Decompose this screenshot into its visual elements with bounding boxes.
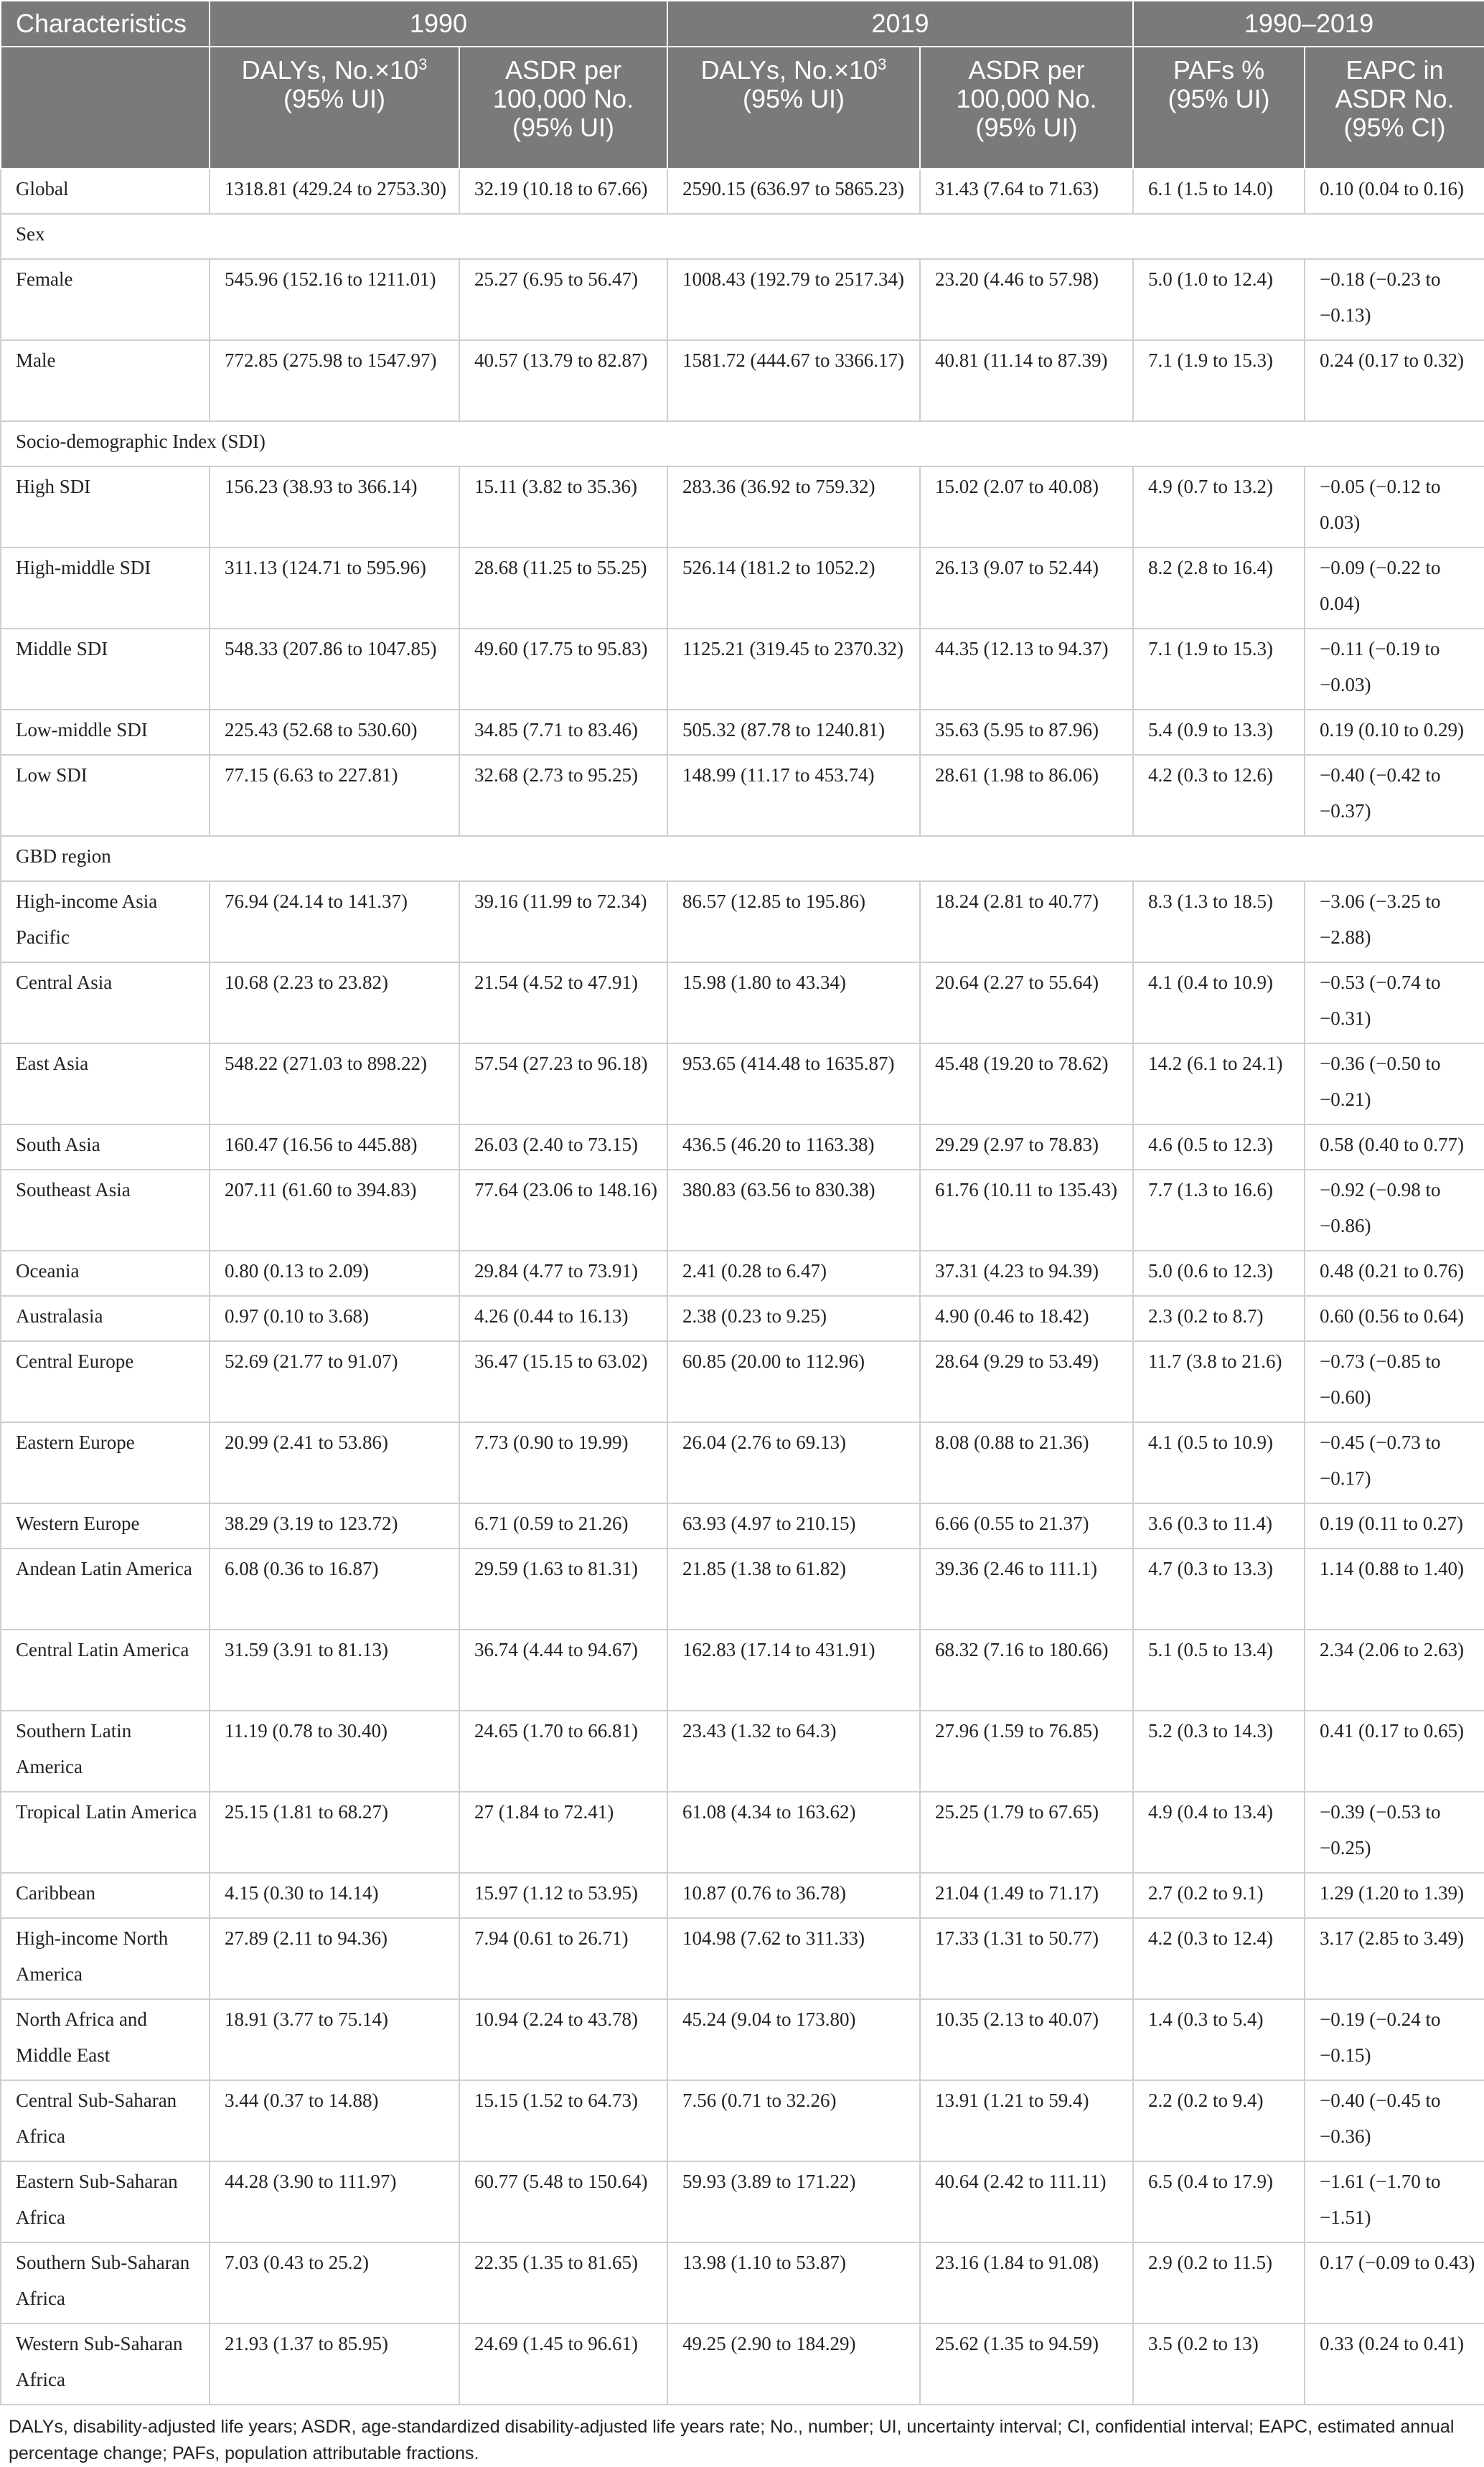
header-dalys-2019 (667, 47, 920, 169)
header-dalys-1990-sup: 3 (418, 55, 428, 73)
cell-dalys-1990: 7.03 (0.43 to 25.2) (210, 2242, 459, 2323)
cell-dalys-2019: 23.43 (1.32 to 64.3) (667, 1711, 920, 1792)
cell-pafs: 4.1 (0.4 to 10.9) (1133, 962, 1305, 1043)
table-section-row (1, 214, 1484, 259)
section-label: GBD region (1, 836, 1484, 881)
cell-eapc: −0.40 (−0.45 to −0.36) (1305, 2080, 1484, 2161)
table-row (1, 466, 1484, 548)
cell-dalys-1990: 0.97 (0.10 to 3.68) (210, 1296, 459, 1341)
cell-pafs: 6.5 (0.4 to 17.9) (1133, 2161, 1305, 2242)
cell-dalys-1990: 6.08 (0.36 to 16.87) (210, 1549, 459, 1630)
cell-eapc: −0.40 (−0.42 to −0.37) (1305, 755, 1484, 836)
cell-dalys-2019: 1008.43 (192.79 to 2517.34) (667, 259, 920, 340)
row-label: Low SDI (1, 755, 210, 836)
cell-dalys-1990: 160.47 (16.56 to 445.88) (210, 1124, 459, 1170)
cell-pafs: 7.7 (1.3 to 16.6) (1133, 1170, 1305, 1251)
header-year-1990: 1990 (210, 1, 667, 47)
table-row (1, 1296, 1484, 1341)
cell-asdr-1990: 24.65 (1.70 to 66.81) (459, 1711, 667, 1792)
cell-dalys-1990: 311.13 (124.71 to 595.96) (210, 548, 459, 629)
row-label: South Asia (1, 1124, 210, 1170)
cell-eapc: −0.53 (−0.74 to −0.31) (1305, 962, 1484, 1043)
cell-asdr-1990: 36.74 (4.44 to 94.67) (459, 1630, 667, 1711)
cell-pafs: 4.9 (0.7 to 13.2) (1133, 466, 1305, 548)
cell-asdr-1990: 49.60 (17.75 to 95.83) (459, 629, 667, 710)
cell-asdr-2019: 8.08 (0.88 to 21.36) (920, 1422, 1133, 1503)
row-label: Middle SDI (1, 629, 210, 710)
cell-asdr-2019: 61.76 (10.11 to 135.43) (920, 1170, 1133, 1251)
header-dalys-2019-sup: 3 (878, 55, 887, 73)
cell-asdr-1990: 15.15 (1.52 to 64.73) (459, 2080, 667, 2161)
cell-dalys-2019: 2.41 (0.28 to 6.47) (667, 1251, 920, 1296)
cell-asdr-1990: 29.84 (4.77 to 73.91) (459, 1251, 667, 1296)
row-label: Central Europe (1, 1341, 210, 1422)
cell-dalys-1990: 548.22 (271.03 to 898.22) (210, 1043, 459, 1124)
cell-dalys-1990: 772.85 (275.98 to 1547.97) (210, 340, 459, 421)
cell-eapc: 0.33 (0.24 to 0.41) (1305, 2323, 1484, 2405)
cell-asdr-1990: 32.68 (2.73 to 95.25) (459, 755, 667, 836)
table-row (1, 962, 1484, 1043)
cell-asdr-2019: 40.64 (2.42 to 111.11) (920, 2161, 1133, 2242)
cell-dalys-2019: 59.93 (3.89 to 171.22) (667, 2161, 920, 2242)
row-label: Andean Latin America (1, 1549, 210, 1630)
row-label: Central Sub-Saharan Africa (1, 2080, 210, 2161)
cell-eapc: 1.14 (0.88 to 1.40) (1305, 1549, 1484, 1630)
cell-dalys-2019: 26.04 (2.76 to 69.13) (667, 1422, 920, 1503)
cell-asdr-1990: 40.57 (13.79 to 82.87) (459, 340, 667, 421)
row-label: Low-middle SDI (1, 710, 210, 755)
cell-pafs: 3.6 (0.3 to 11.4) (1133, 1503, 1305, 1549)
cell-dalys-1990: 156.23 (38.93 to 366.14) (210, 466, 459, 548)
cell-dalys-1990: 38.29 (3.19 to 123.72) (210, 1503, 459, 1549)
cell-eapc: −3.06 (−3.25 to −2.88) (1305, 881, 1484, 962)
cell-asdr-2019: 44.35 (12.13 to 94.37) (920, 629, 1133, 710)
row-label: Australasia (1, 1296, 210, 1341)
row-label: Eastern Europe (1, 1422, 210, 1503)
cell-asdr-1990: 36.47 (15.15 to 63.02) (459, 1341, 667, 1422)
cell-eapc: 0.19 (0.11 to 0.27) (1305, 1503, 1484, 1549)
table-row (1, 1043, 1484, 1124)
cell-dalys-1990: 44.28 (3.90 to 111.97) (210, 2161, 459, 2242)
header-year-2019: 2019 (667, 1, 1133, 47)
cell-eapc: −0.05 (−0.12 to 0.03) (1305, 466, 1484, 548)
cell-eapc: 0.48 (0.21 to 0.76) (1305, 1251, 1484, 1296)
row-label: East Asia (1, 1043, 210, 1124)
row-label: Male (1, 340, 210, 421)
table-footnote: DALYs, disability-adjusted life years; ASDR, age-standardized disability-adjusted life years rate; No., number; UI, uncertainty interval; CI, confidential interval; EAPC, estimated annual percentage change; PAFs, population attributable fractions. (9, 2417, 1455, 2463)
cell-pafs: 5.0 (0.6 to 12.3) (1133, 1251, 1305, 1296)
cell-dalys-1990: 10.68 (2.23 to 23.82) (210, 962, 459, 1043)
row-label: High-income North America (1, 1918, 210, 1999)
cell-dalys-2019: 436.5 (46.20 to 1163.38) (667, 1124, 920, 1170)
cell-pafs: 2.7 (0.2 to 9.1) (1133, 1873, 1305, 1918)
cell-dalys-2019: 86.57 (12.85 to 195.86) (667, 881, 920, 962)
table-row (1, 1792, 1484, 1873)
cell-asdr-2019: 26.13 (9.07 to 52.44) (920, 548, 1133, 629)
cell-dalys-2019: 526.14 (181.2 to 1052.2) (667, 548, 920, 629)
cell-pafs: 4.2 (0.3 to 12.4) (1133, 1918, 1305, 1999)
cell-asdr-1990: 60.77 (5.48 to 150.64) (459, 2161, 667, 2242)
cell-pafs: 14.2 (6.1 to 24.1) (1133, 1043, 1305, 1124)
table-row (1, 259, 1484, 340)
cell-asdr-2019: 25.62 (1.35 to 94.59) (920, 2323, 1133, 2405)
cell-eapc: −0.39 (−0.53 to −0.25) (1305, 1792, 1484, 1873)
cell-asdr-2019: 15.02 (2.07 to 40.08) (920, 466, 1133, 548)
table-row (1, 1503, 1484, 1549)
cell-dalys-1990: 18.91 (3.77 to 75.14) (210, 1999, 459, 2080)
cell-dalys-1990: 3.44 (0.37 to 14.88) (210, 2080, 459, 2161)
table-section-row (1, 836, 1484, 881)
row-label: Global (1, 169, 210, 214)
table-row (1, 1124, 1484, 1170)
table-header (1, 1, 1484, 169)
cell-asdr-1990: 57.54 (27.23 to 96.18) (459, 1043, 667, 1124)
cell-asdr-1990: 6.71 (0.59 to 21.26) (459, 1503, 667, 1549)
cell-asdr-2019: 17.33 (1.31 to 50.77) (920, 1918, 1133, 1999)
cell-eapc: −0.45 (−0.73 to −0.17) (1305, 1422, 1484, 1503)
table-row (1, 1711, 1484, 1792)
header-period: 1990–2019 (1133, 1, 1484, 47)
cell-asdr-2019: 35.63 (5.95 to 87.96) (920, 710, 1133, 755)
cell-dalys-2019: 104.98 (7.62 to 311.33) (667, 1918, 920, 1999)
header-dalys-2019-ui: (95% UI) (742, 84, 845, 113)
cell-pafs: 5.2 (0.3 to 14.3) (1133, 1711, 1305, 1792)
header-asdr-2019: ASDR per 100,000 No. (95% UI) (920, 47, 1133, 169)
cell-pafs: 7.1 (1.9 to 15.3) (1133, 629, 1305, 710)
table-row (1, 881, 1484, 962)
cell-asdr-1990: 7.94 (0.61 to 26.71) (459, 1918, 667, 1999)
cell-asdr-2019: 21.04 (1.49 to 71.17) (920, 1873, 1133, 1918)
cell-eapc: 0.19 (0.10 to 0.29) (1305, 710, 1484, 755)
row-label: High-income Asia Pacific (1, 881, 210, 962)
section-label: Sex (1, 214, 1484, 259)
cell-dalys-2019: 2.38 (0.23 to 9.25) (667, 1296, 920, 1341)
cell-dalys-1990: 545.96 (152.16 to 1211.01) (210, 259, 459, 340)
cell-dalys-1990: 207.11 (61.60 to 394.83) (210, 1170, 459, 1251)
row-label: Southern Latin America (1, 1711, 210, 1792)
header-eapc: EAPC in ASDR No. (95% CI) (1305, 47, 1484, 169)
cell-eapc: −0.11 (−0.19 to −0.03) (1305, 629, 1484, 710)
cell-dalys-2019: 148.99 (11.17 to 453.74) (667, 755, 920, 836)
cell-dalys-2019: 45.24 (9.04 to 173.80) (667, 1999, 920, 2080)
row-label: Western Sub-Saharan Africa (1, 2323, 210, 2405)
cell-pafs: 4.6 (0.5 to 12.3) (1133, 1124, 1305, 1170)
cell-eapc: 0.60 (0.56 to 0.64) (1305, 1296, 1484, 1341)
header-dalys-1990 (210, 47, 459, 169)
cell-eapc: −0.36 (−0.50 to −0.21) (1305, 1043, 1484, 1124)
cell-dalys-2019: 60.85 (20.00 to 112.96) (667, 1341, 920, 1422)
cell-dalys-2019: 953.65 (414.48 to 1635.87) (667, 1043, 920, 1124)
header-dalys-1990-label: DALYs, No.×10 (241, 55, 419, 85)
header-characteristics: Characteristics (1, 1, 210, 47)
cell-asdr-2019: 28.64 (9.29 to 53.49) (920, 1341, 1133, 1422)
header-pafs: PAFs % (95% UI) (1133, 47, 1305, 169)
cell-asdr-1990: 21.54 (4.52 to 47.91) (459, 962, 667, 1043)
table-row (1, 1918, 1484, 1999)
cell-asdr-1990: 4.26 (0.44 to 16.13) (459, 1296, 667, 1341)
cell-dalys-2019: 15.98 (1.80 to 43.34) (667, 962, 920, 1043)
cell-asdr-2019: 23.20 (4.46 to 57.98) (920, 259, 1133, 340)
cell-asdr-2019: 18.24 (2.81 to 40.77) (920, 881, 1133, 962)
table-row (1, 2323, 1484, 2405)
cell-asdr-1990: 39.16 (11.99 to 72.34) (459, 881, 667, 962)
cell-eapc: 1.29 (1.20 to 1.39) (1305, 1873, 1484, 1918)
cell-eapc: 2.34 (2.06 to 2.63) (1305, 1630, 1484, 1711)
cell-dalys-2019: 2590.15 (636.97 to 5865.23) (667, 169, 920, 214)
row-label: Female (1, 259, 210, 340)
cell-pafs: 4.9 (0.4 to 13.4) (1133, 1792, 1305, 1873)
table-section-row (1, 421, 1484, 466)
cell-asdr-1990: 32.19 (10.18 to 67.66) (459, 169, 667, 214)
cell-pafs: 2.3 (0.2 to 8.7) (1133, 1296, 1305, 1341)
row-label: Eastern Sub-Saharan Africa (1, 2161, 210, 2242)
cell-eapc: 3.17 (2.85 to 3.49) (1305, 1918, 1484, 1999)
cell-eapc: 0.24 (0.17 to 0.32) (1305, 340, 1484, 421)
cell-asdr-1990: 15.11 (3.82 to 35.36) (459, 466, 667, 548)
cell-eapc: 0.58 (0.40 to 0.77) (1305, 1124, 1484, 1170)
cell-asdr-1990: 22.35 (1.35 to 81.65) (459, 2242, 667, 2323)
row-label: Western Europe (1, 1503, 210, 1549)
cell-asdr-1990: 27 (1.84 to 72.41) (459, 1792, 667, 1873)
cell-eapc: −1.61 (−1.70 to −1.51) (1305, 2161, 1484, 2242)
section-label: Socio-demographic Index (SDI) (1, 421, 1484, 466)
row-label: Southeast Asia (1, 1170, 210, 1251)
table-body (1, 169, 1484, 2405)
cell-pafs: 2.9 (0.2 to 11.5) (1133, 2242, 1305, 2323)
cell-dalys-1990: 25.15 (1.81 to 68.27) (210, 1792, 459, 1873)
cell-asdr-2019: 28.61 (1.98 to 86.06) (920, 755, 1133, 836)
cell-asdr-2019: 25.25 (1.79 to 67.65) (920, 1792, 1133, 1873)
cell-dalys-2019: 162.83 (17.14 to 431.91) (667, 1630, 920, 1711)
table-row (1, 1549, 1484, 1630)
table-row (1, 2080, 1484, 2161)
cell-dalys-1990: 21.93 (1.37 to 85.95) (210, 2323, 459, 2405)
cell-asdr-2019: 27.96 (1.59 to 76.85) (920, 1711, 1133, 1792)
cell-asdr-2019: 4.90 (0.46 to 18.42) (920, 1296, 1133, 1341)
table-row (1, 1873, 1484, 1918)
header-blank (1, 47, 210, 169)
cell-dalys-1990: 11.19 (0.78 to 30.40) (210, 1711, 459, 1792)
cell-pafs: 5.0 (1.0 to 12.4) (1133, 259, 1305, 340)
row-label: Oceania (1, 1251, 210, 1296)
table-row (1, 340, 1484, 421)
cell-asdr-1990: 26.03 (2.40 to 73.15) (459, 1124, 667, 1170)
cell-pafs: 5.1 (0.5 to 13.4) (1133, 1630, 1305, 1711)
cell-eapc: −0.19 (−0.24 to −0.15) (1305, 1999, 1484, 2080)
cell-dalys-1990: 76.94 (24.14 to 141.37) (210, 881, 459, 962)
table-row (1, 1341, 1484, 1422)
cell-pafs: 6.1 (1.5 to 14.0) (1133, 169, 1305, 214)
row-label: Tropical Latin America (1, 1792, 210, 1873)
cell-eapc: −0.09 (−0.22 to 0.04) (1305, 548, 1484, 629)
cell-asdr-1990: 29.59 (1.63 to 81.31) (459, 1549, 667, 1630)
cell-eapc: −0.18 (−0.23 to −0.13) (1305, 259, 1484, 340)
cell-pafs: 5.4 (0.9 to 13.3) (1133, 710, 1305, 755)
cell-dalys-1990: 0.80 (0.13 to 2.09) (210, 1251, 459, 1296)
row-label: Southern Sub-Saharan Africa (1, 2242, 210, 2323)
cell-pafs: 4.2 (0.3 to 12.6) (1133, 755, 1305, 836)
table-row (1, 755, 1484, 836)
cell-asdr-2019: 68.32 (7.16 to 180.66) (920, 1630, 1133, 1711)
cell-dalys-1990: 31.59 (3.91 to 81.13) (210, 1630, 459, 1711)
cell-asdr-2019: 39.36 (2.46 to 111.1) (920, 1549, 1133, 1630)
cell-pafs: 11.7 (3.8 to 21.6) (1133, 1341, 1305, 1422)
table-row (1, 2242, 1484, 2323)
cell-dalys-2019: 63.93 (4.97 to 210.15) (667, 1503, 920, 1549)
cell-pafs: 4.7 (0.3 to 13.3) (1133, 1549, 1305, 1630)
cell-asdr-2019: 10.35 (2.13 to 40.07) (920, 1999, 1133, 2080)
row-label: High-middle SDI (1, 548, 210, 629)
cell-dalys-1990: 4.15 (0.30 to 14.14) (210, 1873, 459, 1918)
cell-asdr-1990: 15.97 (1.12 to 53.95) (459, 1873, 667, 1918)
cell-pafs: 1.4 (0.3 to 5.4) (1133, 1999, 1305, 2080)
cell-pafs: 7.1 (1.9 to 15.3) (1133, 340, 1305, 421)
cell-dalys-2019: 61.08 (4.34 to 163.62) (667, 1792, 920, 1873)
table-row (1, 1251, 1484, 1296)
table-row (1, 2161, 1484, 2242)
cell-pafs: 8.2 (2.8 to 16.4) (1133, 548, 1305, 629)
cell-dalys-1990: 77.15 (6.63 to 227.81) (210, 755, 459, 836)
row-label: Caribbean (1, 1873, 210, 1918)
cell-dalys-2019: 1125.21 (319.45 to 2370.32) (667, 629, 920, 710)
header-asdr-1990: ASDR per 100,000 No. (95% UI) (459, 47, 667, 169)
table-row (1, 1630, 1484, 1711)
table-row (1, 169, 1484, 214)
cell-asdr-1990: 25.27 (6.95 to 56.47) (459, 259, 667, 340)
cell-asdr-2019: 29.29 (2.97 to 78.83) (920, 1124, 1133, 1170)
cell-asdr-2019: 6.66 (0.55 to 21.37) (920, 1503, 1133, 1549)
cell-eapc: −0.73 (−0.85 to −0.60) (1305, 1341, 1484, 1422)
cell-dalys-2019: 380.83 (63.56 to 830.38) (667, 1170, 920, 1251)
cell-dalys-2019: 10.87 (0.76 to 36.78) (667, 1873, 920, 1918)
cell-dalys-2019: 7.56 (0.71 to 32.26) (667, 2080, 920, 2161)
cell-pafs: 2.2 (0.2 to 9.4) (1133, 2080, 1305, 2161)
cell-asdr-1990: 7.73 (0.90 to 19.99) (459, 1422, 667, 1503)
cell-dalys-2019: 1581.72 (444.67 to 3366.17) (667, 340, 920, 421)
cell-asdr-2019: 45.48 (19.20 to 78.62) (920, 1043, 1133, 1124)
row-label: North Africa and Middle East (1, 1999, 210, 2080)
cell-pafs: 3.5 (0.2 to 13) (1133, 2323, 1305, 2405)
table-row (1, 710, 1484, 755)
cell-dalys-2019: 49.25 (2.90 to 184.29) (667, 2323, 920, 2405)
cell-asdr-2019: 40.81 (11.14 to 87.39) (920, 340, 1133, 421)
cell-asdr-1990: 24.69 (1.45 to 96.61) (459, 2323, 667, 2405)
table-row (1, 548, 1484, 629)
cell-eapc: −0.92 (−0.98 to −0.86) (1305, 1170, 1484, 1251)
cell-asdr-1990: 10.94 (2.24 to 43.78) (459, 1999, 667, 2080)
cell-asdr-2019: 20.64 (2.27 to 55.64) (920, 962, 1133, 1043)
table-row (1, 1422, 1484, 1503)
cell-dalys-1990: 27.89 (2.11 to 94.36) (210, 1918, 459, 1999)
cell-asdr-1990: 77.64 (23.06 to 148.16) (459, 1170, 667, 1251)
row-label: Central Latin America (1, 1630, 210, 1711)
cell-dalys-1990: 548.33 (207.86 to 1047.85) (210, 629, 459, 710)
header-dalys-1990-ui: (95% UI) (283, 84, 386, 113)
cell-eapc: 0.41 (0.17 to 0.65) (1305, 1711, 1484, 1792)
cell-dalys-2019: 21.85 (1.38 to 61.82) (667, 1549, 920, 1630)
cell-asdr-2019: 23.16 (1.84 to 91.08) (920, 2242, 1133, 2323)
cell-dalys-2019: 505.32 (87.78 to 1240.81) (667, 710, 920, 755)
cell-asdr-1990: 28.68 (11.25 to 55.25) (459, 548, 667, 629)
cell-dalys-1990: 1318.81 (429.24 to 2753.30) (210, 169, 459, 214)
cell-dalys-2019: 13.98 (1.10 to 53.87) (667, 2242, 920, 2323)
row-label: High SDI (1, 466, 210, 548)
cell-dalys-2019: 283.36 (36.92 to 759.32) (667, 466, 920, 548)
cell-asdr-2019: 37.31 (4.23 to 94.39) (920, 1251, 1133, 1296)
cell-dalys-1990: 225.43 (52.68 to 530.60) (210, 710, 459, 755)
header-dalys-2019-label: DALYs, No.×10 (700, 55, 878, 85)
table-row (1, 1170, 1484, 1251)
cell-eapc: 0.17 (−0.09 to 0.43) (1305, 2242, 1484, 2323)
cell-asdr-2019: 13.91 (1.21 to 59.4) (920, 2080, 1133, 2161)
table-row (1, 1999, 1484, 2080)
cell-pafs: 4.1 (0.5 to 10.9) (1133, 1422, 1305, 1503)
cell-dalys-1990: 52.69 (21.77 to 91.07) (210, 1341, 459, 1422)
cell-asdr-1990: 34.85 (7.71 to 83.46) (459, 710, 667, 755)
row-label: Central Asia (1, 962, 210, 1043)
cell-asdr-2019: 31.43 (7.64 to 71.63) (920, 169, 1133, 214)
cell-pafs: 8.3 (1.3 to 18.5) (1133, 881, 1305, 962)
cell-dalys-1990: 20.99 (2.41 to 53.86) (210, 1422, 459, 1503)
table-row (1, 629, 1484, 710)
cell-eapc: 0.10 (0.04 to 0.16) (1305, 169, 1484, 214)
